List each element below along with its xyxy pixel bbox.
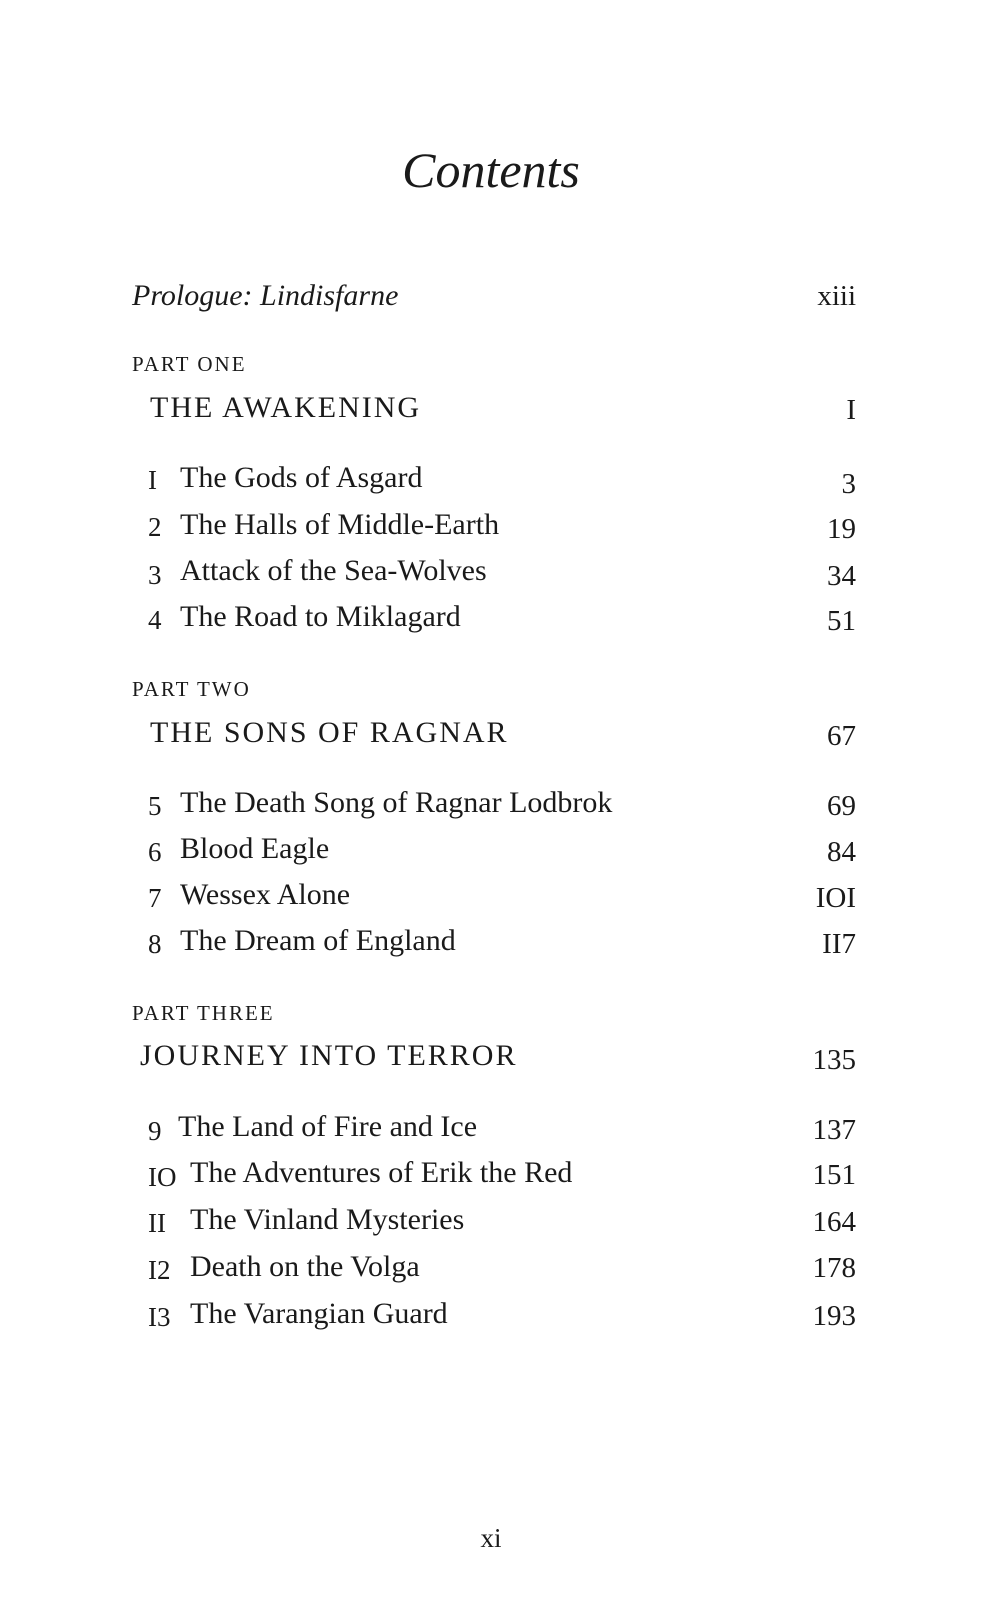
chapter-number: 5	[148, 791, 162, 821]
part-three-title: JOURNEY INTO TERROR	[140, 1039, 518, 1072]
chapter-title: The Varangian Guard	[190, 1297, 448, 1330]
chapter-number: 9	[148, 1116, 162, 1146]
chapter-title: Wessex Alone	[180, 878, 351, 911]
chapter-page-number: 137	[812, 1114, 856, 1146]
chapter-page-number: II7	[822, 928, 856, 960]
part-two-page-number: 67	[827, 720, 856, 752]
chapter-title: The Land of Fire and Ice	[178, 1110, 478, 1143]
part-one-page-number: I	[846, 394, 856, 426]
chapter-page-number: 51	[827, 605, 856, 637]
page-title: Contents	[402, 142, 580, 198]
part-one-label: PART ONE	[132, 352, 247, 376]
chapter-number: II	[148, 1208, 166, 1238]
chapter-title: The Vinland Mysteries	[190, 1203, 465, 1236]
chapter-number: 4	[148, 605, 162, 635]
page-folio: xi	[480, 1523, 502, 1553]
chapter-title: The Road to Miklagard	[180, 600, 461, 633]
chapter-page-number: 151	[812, 1159, 856, 1191]
chapter-title: The Dream of England	[180, 924, 456, 957]
chapter-title: The Adventures of Erik the Red	[190, 1156, 573, 1189]
prologue-title: Prologue: Lindisfarne	[132, 279, 399, 312]
part-two-title: THE SONS OF RAGNAR	[150, 716, 509, 749]
prologue-page-number: xiii	[817, 280, 856, 312]
part-three-page-number: 135	[812, 1044, 856, 1076]
chapter-number: 7	[148, 883, 162, 913]
chapter-number: 3	[148, 560, 162, 590]
chapter-number: IO	[148, 1162, 177, 1192]
chapter-title: Death on the Volga	[190, 1250, 420, 1283]
chapter-title: Attack of the Sea-Wolves	[180, 554, 487, 587]
chapter-page-number: 34	[827, 560, 856, 592]
chapter-page-number: 69	[827, 790, 856, 822]
chapter-page-number: 19	[827, 513, 856, 545]
chapter-number: I3	[148, 1302, 171, 1332]
chapter-number: 2	[148, 512, 162, 542]
part-three-label: PART THREE	[132, 1001, 275, 1025]
chapter-number: I	[148, 465, 157, 495]
chapter-page-number: 84	[827, 836, 856, 868]
chapter-number: I2	[148, 1255, 171, 1285]
chapter-title: The Death Song of Ragnar Lodbrok	[180, 786, 613, 819]
part-two-label: PART TWO	[132, 677, 251, 701]
chapter-title: The Gods of Asgard	[180, 461, 423, 494]
chapter-page-number: 3	[841, 468, 856, 500]
chapter-title: The Halls of Middle-Earth	[180, 508, 500, 541]
chapter-page-number: 193	[812, 1300, 856, 1332]
chapter-page-number: 164	[812, 1206, 856, 1238]
chapter-page-number: IOI	[815, 882, 856, 914]
chapter-title: Blood Eagle	[180, 832, 330, 865]
chapter-number: 6	[148, 837, 162, 867]
part-one-title: THE AWAKENING	[150, 391, 422, 424]
chapter-number: 8	[148, 929, 162, 959]
chapter-page-number: 178	[812, 1252, 856, 1284]
